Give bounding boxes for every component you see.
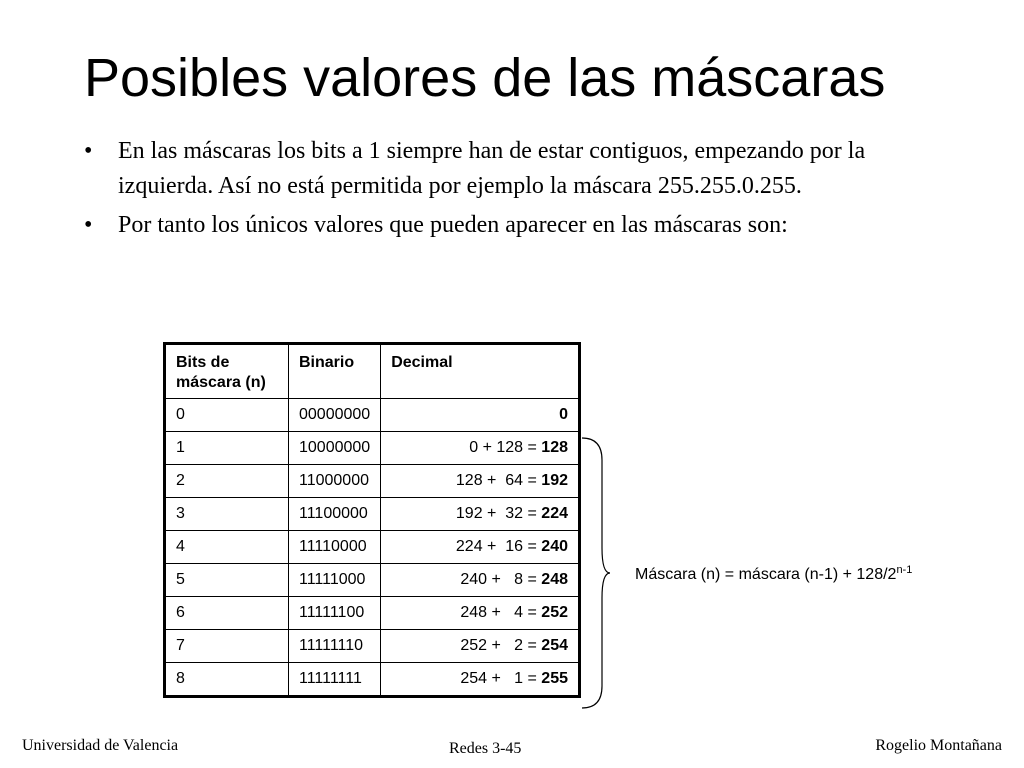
cell-binary: 11111111 [289,663,381,697]
formula-text: Máscara (n) = máscara (n-1) + 128/2 [635,566,897,583]
bullet-text: Por tanto los únicos valores que pueden aparecer en las máscaras son: [118,212,788,238]
table-row [165,663,580,697]
cell-bits: 4 [165,531,289,564]
cell-bits: 7 [165,630,289,663]
cell-bits: 3 [165,498,289,531]
slide-title: Posibles valores de las máscaras [84,48,886,108]
bullet-icon: • [84,138,93,164]
decimal-expression: 128 + 64 = [455,472,542,489]
decimal-result: 0 [559,406,568,423]
decimal-result: 128 [541,439,568,456]
cell-binary: 11000000 [289,465,381,498]
formula-exponent: n-1 [896,564,913,576]
decimal-expression: 252 + 2 = [460,637,542,654]
cell-bits: 0 [165,399,289,432]
decimal-expression: 240 + 8 = [460,571,542,588]
cell-binary: 11111100 [289,597,381,630]
bullet-icon: • [84,212,93,238]
decimal-result: 255 [541,670,568,687]
cell-bits: 6 [165,597,289,630]
decimal-expression: 0 + 128 = [469,439,542,456]
footer-slide-number: Redes 3-45 [449,740,522,757]
table-row [165,630,580,663]
footer-author: Rogelio Montañana [875,737,1002,754]
cell-decimal [381,597,580,630]
header-bits: Bits de máscara (n) [165,344,289,399]
bullet-item [84,134,884,204]
table-row [165,597,580,630]
bullet-item [84,208,884,243]
table-row [165,498,580,531]
table-row [165,432,580,465]
decimal-result: 252 [541,604,568,621]
table-row [165,465,580,498]
table-row [165,564,580,597]
header-binary: Binario [289,344,381,399]
decimal-expression: 248 + 4 = [460,604,542,621]
decimal-result: 192 [541,472,568,489]
footer-university: Universidad de Valencia [22,737,179,754]
cell-binary: 11110000 [289,531,381,564]
decimal-result: 240 [541,538,568,555]
cell-decimal [381,399,580,432]
table-row [165,399,580,432]
cell-binary: 00000000 [289,399,381,432]
cell-decimal [381,531,580,564]
cell-bits: 5 [165,564,289,597]
cell-binary: 11111000 [289,564,381,597]
cell-bits: 2 [165,465,289,498]
cell-decimal [381,630,580,663]
bullet-text: En las máscaras los bits a 1 siempre han de estar contiguos, empezando por la izquierda. Así no está permitida por ejemplo la máscara 255.255.0.255. [118,138,866,199]
table-row [165,531,580,564]
decimal-expression: 224 + 16 = [455,538,542,555]
cell-decimal [381,498,580,531]
decimal-expression: 192 + 32 = [455,505,542,522]
cell-bits: 8 [165,663,289,697]
cell-decimal [381,663,580,697]
decimal-result: 248 [541,571,568,588]
table-header-row [165,344,580,399]
cell-decimal [381,432,580,465]
cell-decimal [381,465,580,498]
cell-binary: 10000000 [289,432,381,465]
decimal-expression: 254 + 1 = [460,670,542,687]
cell-bits: 1 [165,432,289,465]
mask-values-table [163,342,581,698]
decimal-result: 254 [541,637,568,654]
cell-binary: 11100000 [289,498,381,531]
cell-binary: 11111110 [289,630,381,663]
bullet-list [84,134,884,247]
header-decimal: Decimal [381,344,580,399]
cell-decimal [381,564,580,597]
decimal-result: 224 [541,505,568,522]
right-brace-icon [580,436,610,710]
mask-formula [635,566,912,584]
